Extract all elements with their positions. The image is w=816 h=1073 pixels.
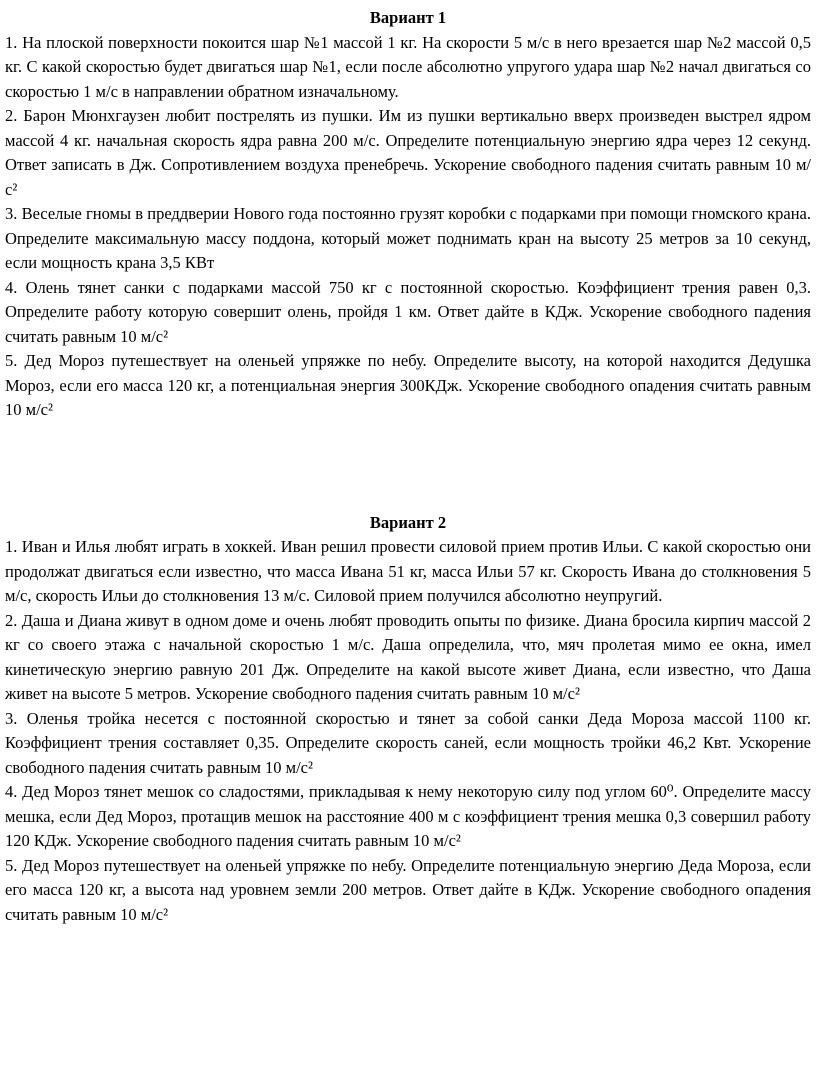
variant2-problem-5: 5. Дед Мороз путешествует на оленьей упряжке по небу. Определите потенциальную энергию Деда Мороза, если его масса 120 кг, а высота над уровнем земли 200 метров. Ответ дайте в КДж. Ускорение свободного опадения считать равным 10 м/с² — [5, 855, 811, 924]
variant1-problem-2: 2. Барон Мюнхгаузен любит пострелять из пушки. Им из пушки вертикально вверх произведен выстрел ядром массой 4 кг. начальная скорость ядра равна 200 м/с. Определите потенциальную энергию ядра через 12 секунд. Ответ записать в Дж. Сопротивлением воздуха пренебречь. Ускорение свободного падения считать равным 10 м/с² — [5, 106, 811, 199]
variant1-problem-4: 4. Олень тянет санки с подарками массой 750 кг с постоянной скоростью. Коэффициент трения равен 0,3. Определите работу которую совершит олень, пройдя 1 км. Ответ дайте в КДж. Ускорение свободного падения считать равным 10 м/с² — [5, 277, 811, 346]
variant1-title: Вариант 1 — [369, 8, 447, 27]
variant2-problem-1: 1. Иван и Илья любят играть в хоккей. Иван решил провести силовой прием против Ильи. С какой скоростью они продолжат двигаться если известно, что масса Ивана 51 кг, масса Ильи 57 кг. Скорость Ивана до столкновения 5 м/с, скорость Ильи до столкновения 13 м/с. Силовой прием получился абсолютно неупругий. — [5, 537, 811, 605]
variant1-problem-1: 1. На плоской поверхности покоится шар №1 массой 1 кг. На скорости 5 м/с в него врезается шар №2 массой 0,5 кг. С какой скоростью будет двигаться шар №1, если после абсолютно упругого удара шар №2 начал двигаться со скоростью 1 м/с в направлении обратном изначальному. — [5, 32, 811, 101]
variant2-problem-2: 2. Даша и Диана живут в одном доме и очень любят проводить опыты по физике. Диана бросила кирпич массой 2 кг со своего этажа с начальной скоростью 1 м/с. Даша определила, что, мяч пролетая мимо ее окна, имел кинетическую энергию равную 201 Дж. Определите на какой высоте живет Диана, если известно, что Даша живет на высоте 5 метров. Ускорение свободного падения считать равным 10 м/с² — [5, 610, 811, 703]
variant2-problem-4: 4. Дед Мороз тянет мешок со сладостями, прикладывая к нему некоторую силу под углом 60⁰. Определите массу мешка, если Дед Мороз, протащив мешок на расстояние 400 м с коэффициент трения мешка 0,3 совершил работу 120 КДж. Ускорение свободного падения считать равным 10 м/с² — [5, 782, 811, 850]
variant1-problem-5: 5. Дед Мороз путешествует на оленьей упряжке по небу. Определите высоту, на которой находится Дедушка Мороз, если его масса 120 кг, а потенциальная энергия 300КДж. Ускорение свободного опадения считать равным 10 м/с² — [5, 351, 811, 419]
variant1-problem-3: 3. Веселые гномы в преддверии Нового года постоянно грузят коробки с подарками при помощи гномского крана. Определите максимальную массу поддона, который может поднимать кран на высоту 25 метров за 10 секунд, если мощность крана 3,5 КВт — [5, 204, 811, 272]
variant2-problem-3: 3. Оленья тройка несется с постоянной скоростью и тянет за собой санки Деда Мороза массой 1100 кг. Коэффициент трения составляет 0,35. Определите скорость саней, если мощность тройки 46,2 Квт. Ускорение свободного падения считать равным 10 м/с² — [5, 708, 811, 777]
variant2-title: Вариант 2 — [369, 512, 447, 532]
